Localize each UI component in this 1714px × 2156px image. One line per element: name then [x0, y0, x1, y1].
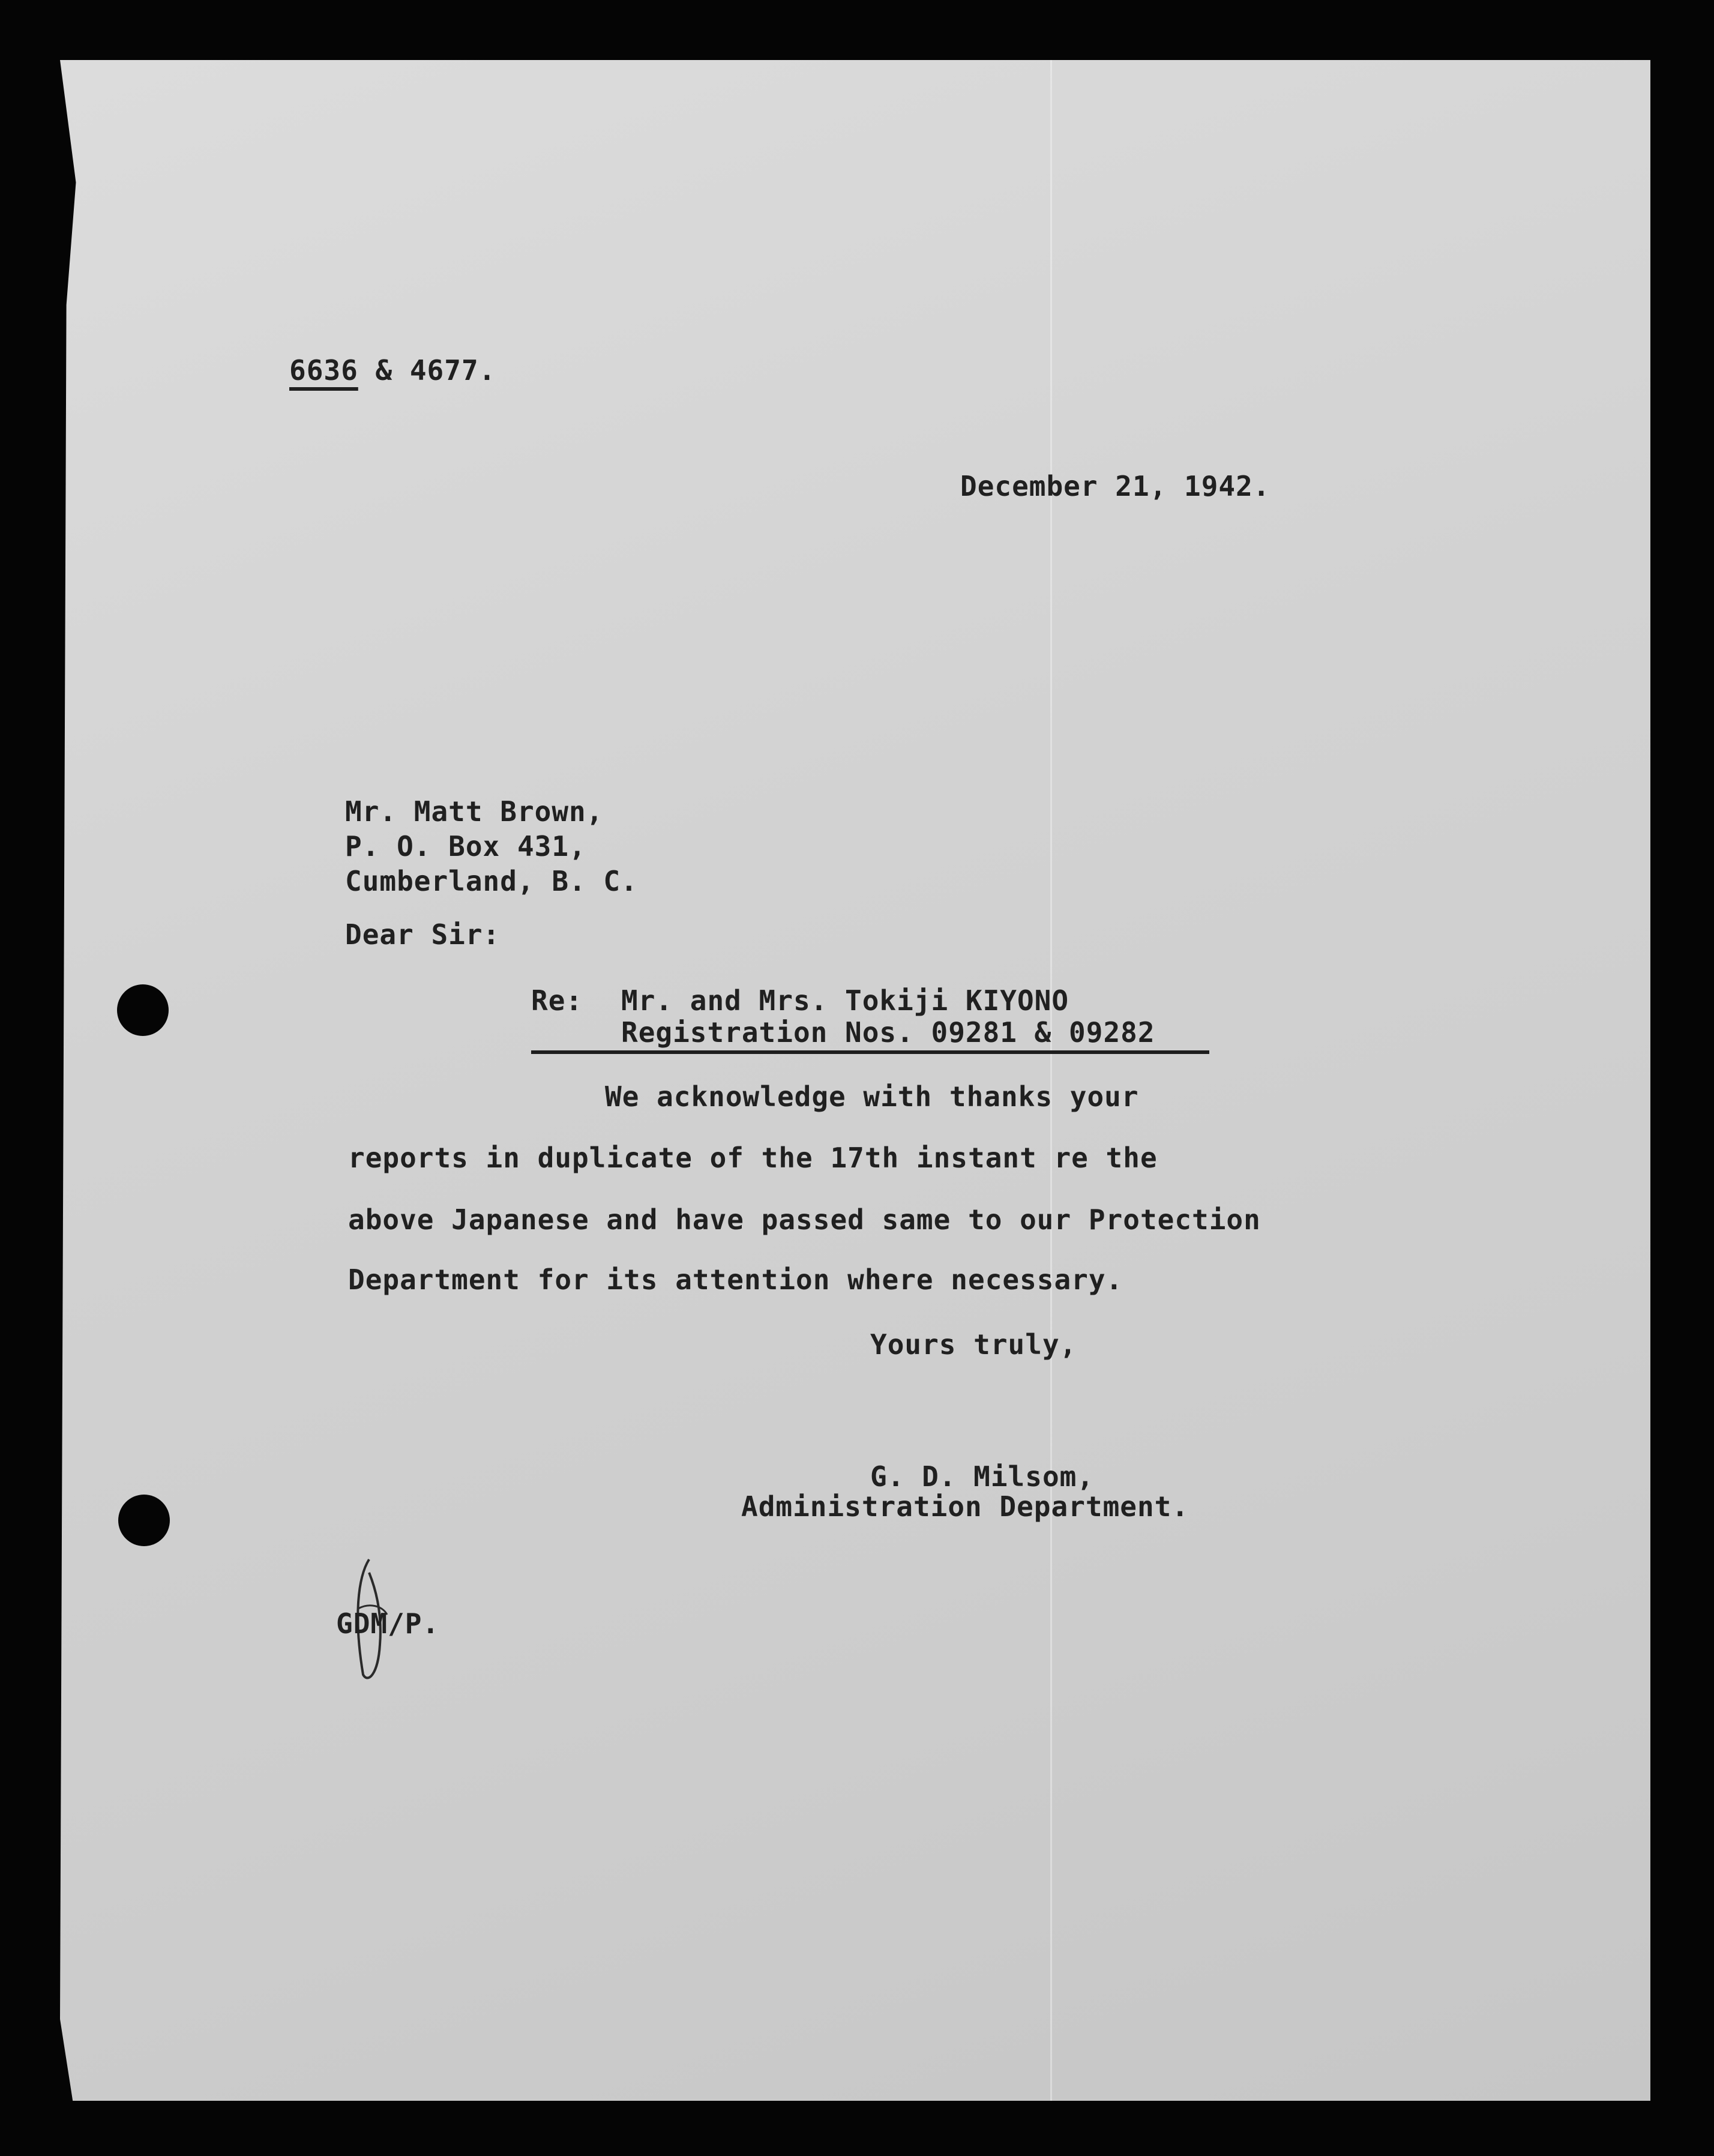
subject-line-1: Mr. and Mrs. Tokiji KIYONO [621, 984, 1069, 1017]
signatory-name: G. D. Milsom, [870, 1460, 1095, 1493]
file-reference [289, 354, 496, 387]
punch-hole-top [117, 984, 169, 1036]
body-line-1: We acknowledge with thanks your [605, 1080, 1139, 1113]
subject-prefix: Re: [531, 984, 583, 1017]
subject-line-2: Registration Nos. 09281 & 09282 [621, 1016, 1155, 1049]
salutation: Dear Sir: [345, 918, 501, 951]
file-reference-rest: & 4677. [358, 354, 496, 387]
body-line-4: Department for its attention where necessary. [348, 1263, 1123, 1296]
punch-hole-bottom [118, 1495, 170, 1546]
letter-date: December 21, 1942. [960, 470, 1270, 502]
recipient-line-1: Mr. Matt Brown, [345, 795, 604, 828]
signatory-department: Administration Department. [741, 1490, 1189, 1523]
body-line-3: above Japanese and have passed same to our Protection [348, 1203, 1261, 1236]
body-line-2: reports in duplicate of the 17th instant re the [348, 1142, 1158, 1174]
file-reference-main: 6636 [289, 354, 358, 387]
recipient-line-3: Cumberland, B. C. [345, 865, 638, 897]
subject-underline [531, 1050, 1209, 1054]
typist-initials: GDM/P. [336, 1607, 440, 1640]
closing: Yours truly, [870, 1328, 1077, 1361]
recipient-line-2: P. O. Box 431, [345, 830, 586, 863]
